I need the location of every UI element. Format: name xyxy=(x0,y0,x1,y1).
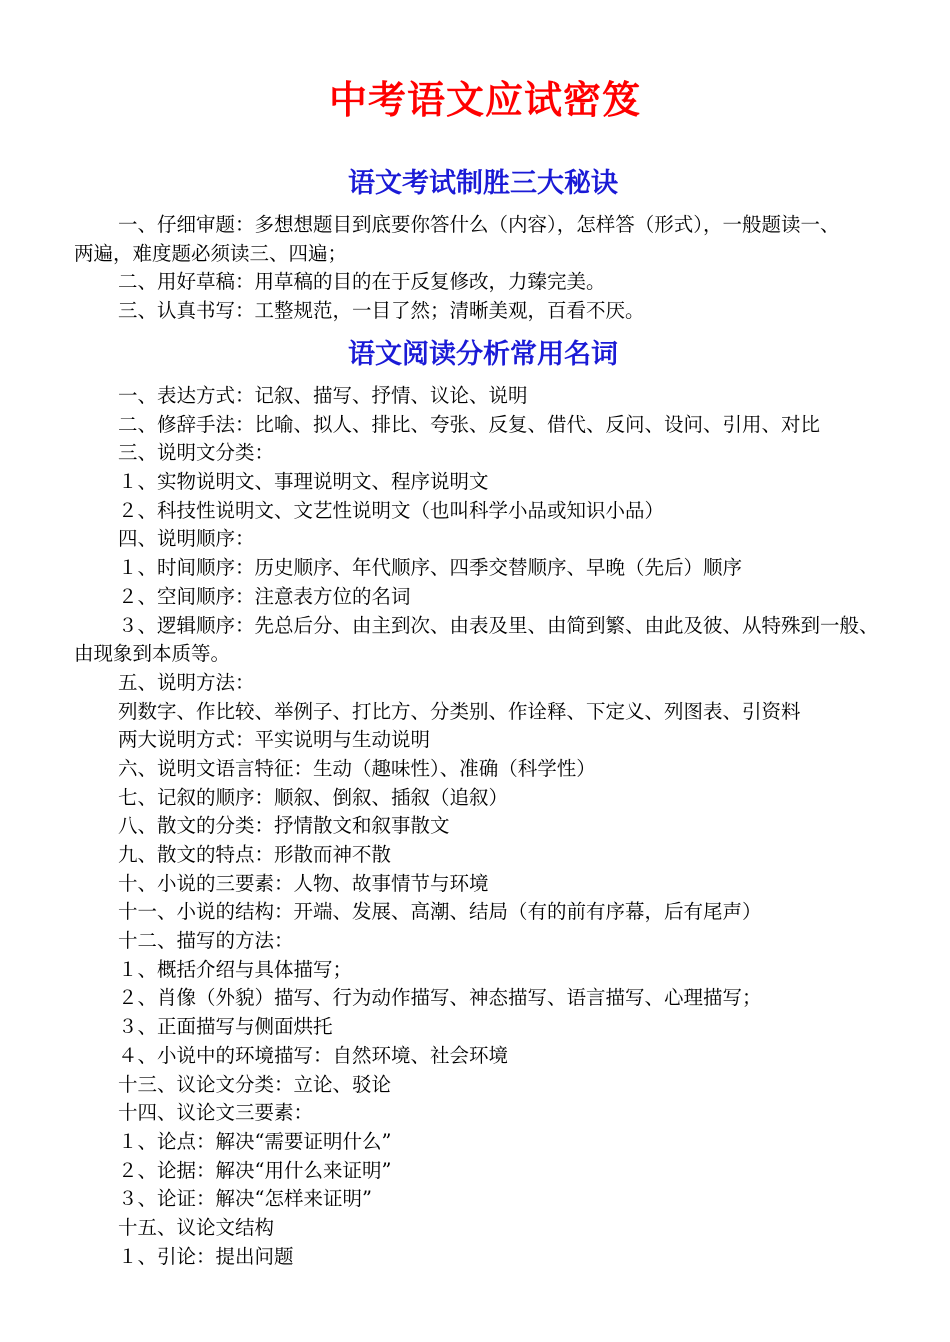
paragraph-line: 三、说明文分类： xyxy=(118,441,275,465)
paragraph-line: 两遍，难度题必须读三、四遍； xyxy=(74,241,348,265)
paragraph-line: 十四、议论文三要素： xyxy=(118,1101,314,1125)
paragraph-line: １、论点：解决“需要证明什么” xyxy=(118,1129,392,1153)
paragraph-line: 五、说明方法： xyxy=(118,670,255,694)
paragraph-line: 六、说明文语言特征：生动（趣味性）、准确（科学性） xyxy=(118,756,596,780)
paragraph-line: 两大说明方式：平实说明与生动说明 xyxy=(118,728,431,752)
paragraph-line: 十三、议论文分类：立论、驳论 xyxy=(118,1072,392,1096)
paragraph-line: 八、散文的分类：抒情散文和叙事散文 xyxy=(118,814,450,838)
paragraph-line: 三、认真书写：工整规范，一目了然；清晰美观，百看不厌。 xyxy=(118,299,645,323)
paragraph-line: １、实物说明文、事理说明文、程序说明文 xyxy=(118,470,489,494)
paragraph-line: ３、正面描写与侧面烘托 xyxy=(118,1015,333,1039)
paragraph-line: １、概括介绍与具体描写； xyxy=(118,957,353,981)
paragraph-line: 十二、描写的方法： xyxy=(118,929,294,953)
paragraph-line: 七、记叙的顺序：顺叙、倒叙、插叙（追叙） xyxy=(118,785,509,809)
paragraph-line: １、时间顺序：历史顺序、年代顺序、四季交替顺序、早晚（先后）顺序 xyxy=(118,556,743,580)
paragraph-line: ３、逻辑顺序：先总后分、由主到次、由表及里、由简到繁、由此及彼、从特殊到一般、 xyxy=(118,613,879,637)
page-title: 中考语文应试密笈 xyxy=(328,78,641,122)
paragraph-line: 一、仔细审题：多想想题目到底要你答什么（内容），怎样答（形式），一般题读一、 xyxy=(118,213,840,236)
paragraph-line: 四、说明顺序： xyxy=(118,527,255,551)
paragraph-line: 列数字、作比较、举例子、打比方、分类别、作诠释、下定义、列图表、引资料 xyxy=(118,699,801,723)
paragraph-line: １、引论：提出问题 xyxy=(118,1244,294,1268)
paragraph-line: 二、用好草稿：用草稿的目的在于反复修改，力臻完美。 xyxy=(118,270,606,294)
paragraph-line: ４、小说中的环境描写：自然环境、社会环境 xyxy=(118,1043,509,1067)
section-heading-terms: 语文阅读分析常用名词 xyxy=(348,339,618,370)
paragraph-line: ２、科技性说明文、文艺性说明文（也叫科学小品或知识小品） xyxy=(118,498,665,522)
paragraph-line: 由现象到本质等。 xyxy=(74,642,231,666)
paragraph-line: ２、肖像（外貌）描写、行为动作描写、神态描写、语言描写、心理描写； xyxy=(118,986,762,1010)
paragraph-line: 十一、小说的结构：开端、发展、高潮、结局（有的前有序幕，后有尾声） xyxy=(118,900,762,924)
paragraph-line: 十、小说的三要素：人物、故事情节与环境 xyxy=(118,871,489,895)
section-heading-secrets: 语文考试制胜三大秘诀 xyxy=(348,168,618,199)
paragraph-line: 二、修辞手法：比喻、拟人、排比、夸张、反复、借代、反问、设问、引用、对比 xyxy=(118,412,821,436)
section-body-terms xyxy=(74,382,900,1271)
paragraph-line: ２、论据：解决“用什么来证明” xyxy=(118,1158,392,1182)
paragraph-line: ３、论证：解决“怎样来证明” xyxy=(118,1187,372,1211)
section-body-secrets xyxy=(74,211,900,326)
paragraph-line: 一、表达方式：记叙、描写、抒情、议论、说明 xyxy=(118,384,528,407)
paragraph-line: 十五、议论文结构 xyxy=(118,1215,275,1239)
paragraph-line: 九、散文的特点：形散而神不散 xyxy=(118,843,392,866)
paragraph-line: ２、空间顺序：注意表方位的名词 xyxy=(118,584,411,608)
